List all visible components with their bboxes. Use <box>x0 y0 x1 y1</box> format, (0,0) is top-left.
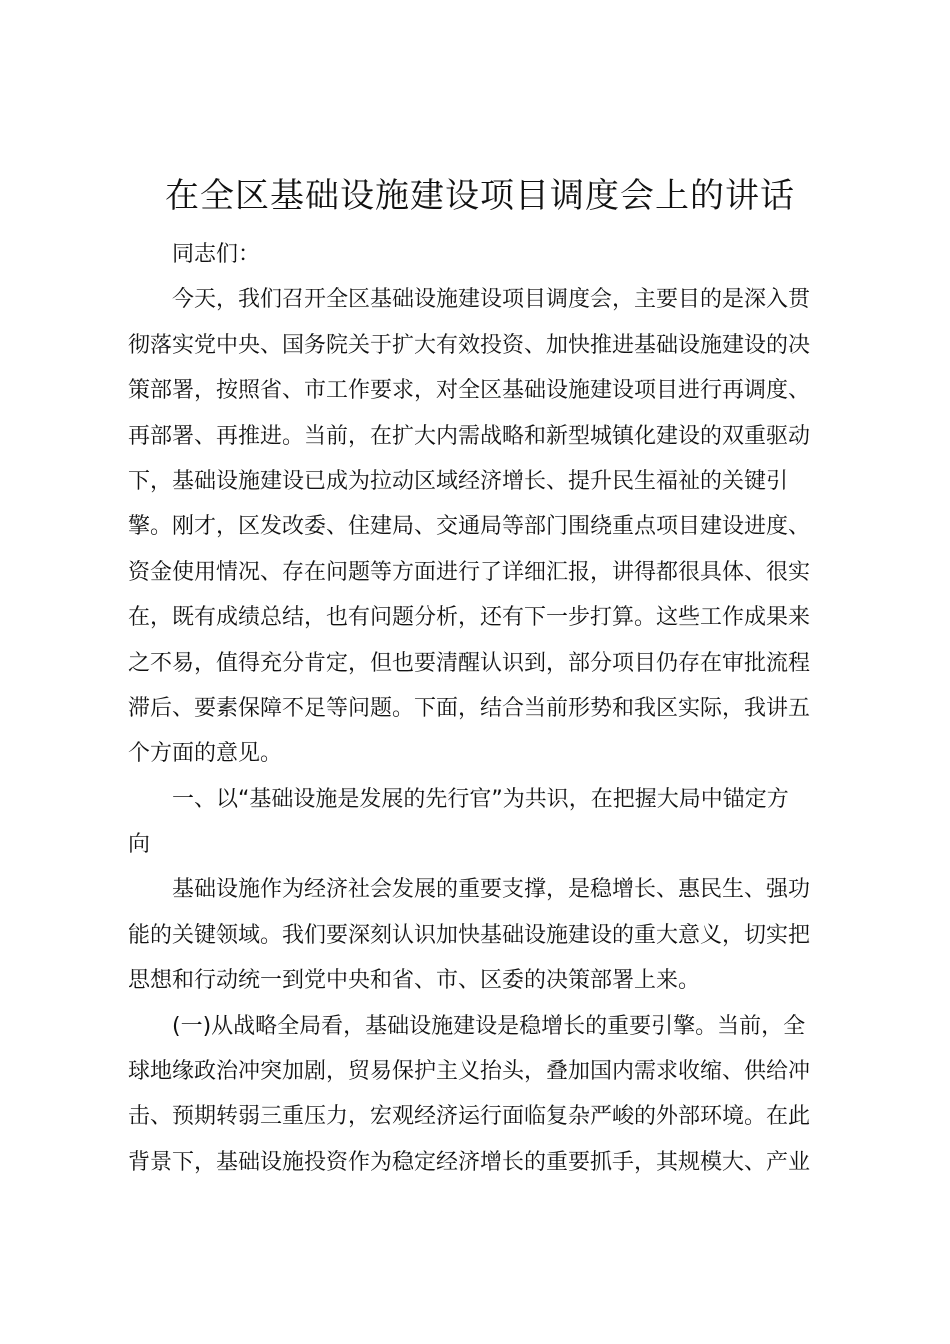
paragraph-line: 滞后、要素保障不足等问题。下面，结合当前形势和我区实际，我讲五 <box>128 695 811 721</box>
paragraph-line: 资金使用情况、存在问题等方面进行了详细汇报，讲得都很具体、很实 <box>128 559 811 585</box>
paragraph-line: 能的关键领域。我们要深刻认识加快基础设施建设的重大意义，切实把 <box>128 922 811 948</box>
paragraph-line: 今天，我们召开全区基础设施建设项目调度会，主要目的是深入贯 <box>172 287 811 313</box>
paragraph-line: 个方面的意见。 <box>128 741 283 767</box>
paragraph-line: 在，既有成绩总结，也有问题分析，还有下一步打算。这些工作成果来 <box>128 605 811 631</box>
paragraph-line: 再部署、再推进。当前，在扩大内需战略和新型城镇化建设的双重驱动 <box>128 423 811 449</box>
paragraph-line: 策部署，按照省、市工作要求，对全区基础设施建设项目进行再调度、 <box>128 378 811 404</box>
paragraph-line: 彻落实党中央、国务院关于扩大有效投资、加快推进基础设施建设的决 <box>128 332 811 358</box>
paragraph-line: 之不易，值得充分肯定，但也要清醒认识到，部分项目仍存在审批流程 <box>128 650 811 676</box>
salutation: 同志们： <box>172 242 261 267</box>
paragraph-line: 下，基础设施建设已成为拉动区域经济增长、提升民生福祉的关键引 <box>128 468 789 494</box>
document-body <box>128 232 828 1185</box>
document-title: 在全区基础设施建设项目调度会上的讲话 <box>165 176 795 216</box>
paragraph-line: 思想和行动统一到党中央和省、市、区委的决策部署上来。 <box>128 968 701 994</box>
paragraph-line: 基础设施作为经济社会发展的重要支撑，是稳增长、惠民生、强功 <box>172 877 811 903</box>
section-heading-line: 向 <box>128 832 151 858</box>
section-heading-line: 一、以“基础设施是发展的先行官”为共识，在把握大局中锚定方 <box>172 786 789 812</box>
paragraph-line: (一)从战略全局看，基础设施建设是稳增长的重要引擎。当前，全 <box>172 1013 806 1039</box>
paragraph-line: 擎。刚才，区发改委、住建局、交通局等部门围绕重点项目建设进度、 <box>128 514 811 540</box>
paragraph-line: 球地缘政治冲突加剧，贸易保护主义抬头，叠加国内需求收缩、供给冲 <box>128 1059 811 1085</box>
paragraph-line: 背景下，基础设施投资作为稳定经济增长的重要抓手，其规模大、产业 <box>128 1149 811 1175</box>
paragraph-line: 击、预期转弱三重压力，宏观经济运行面临复杂严峻的外部环境。在此 <box>128 1104 811 1130</box>
